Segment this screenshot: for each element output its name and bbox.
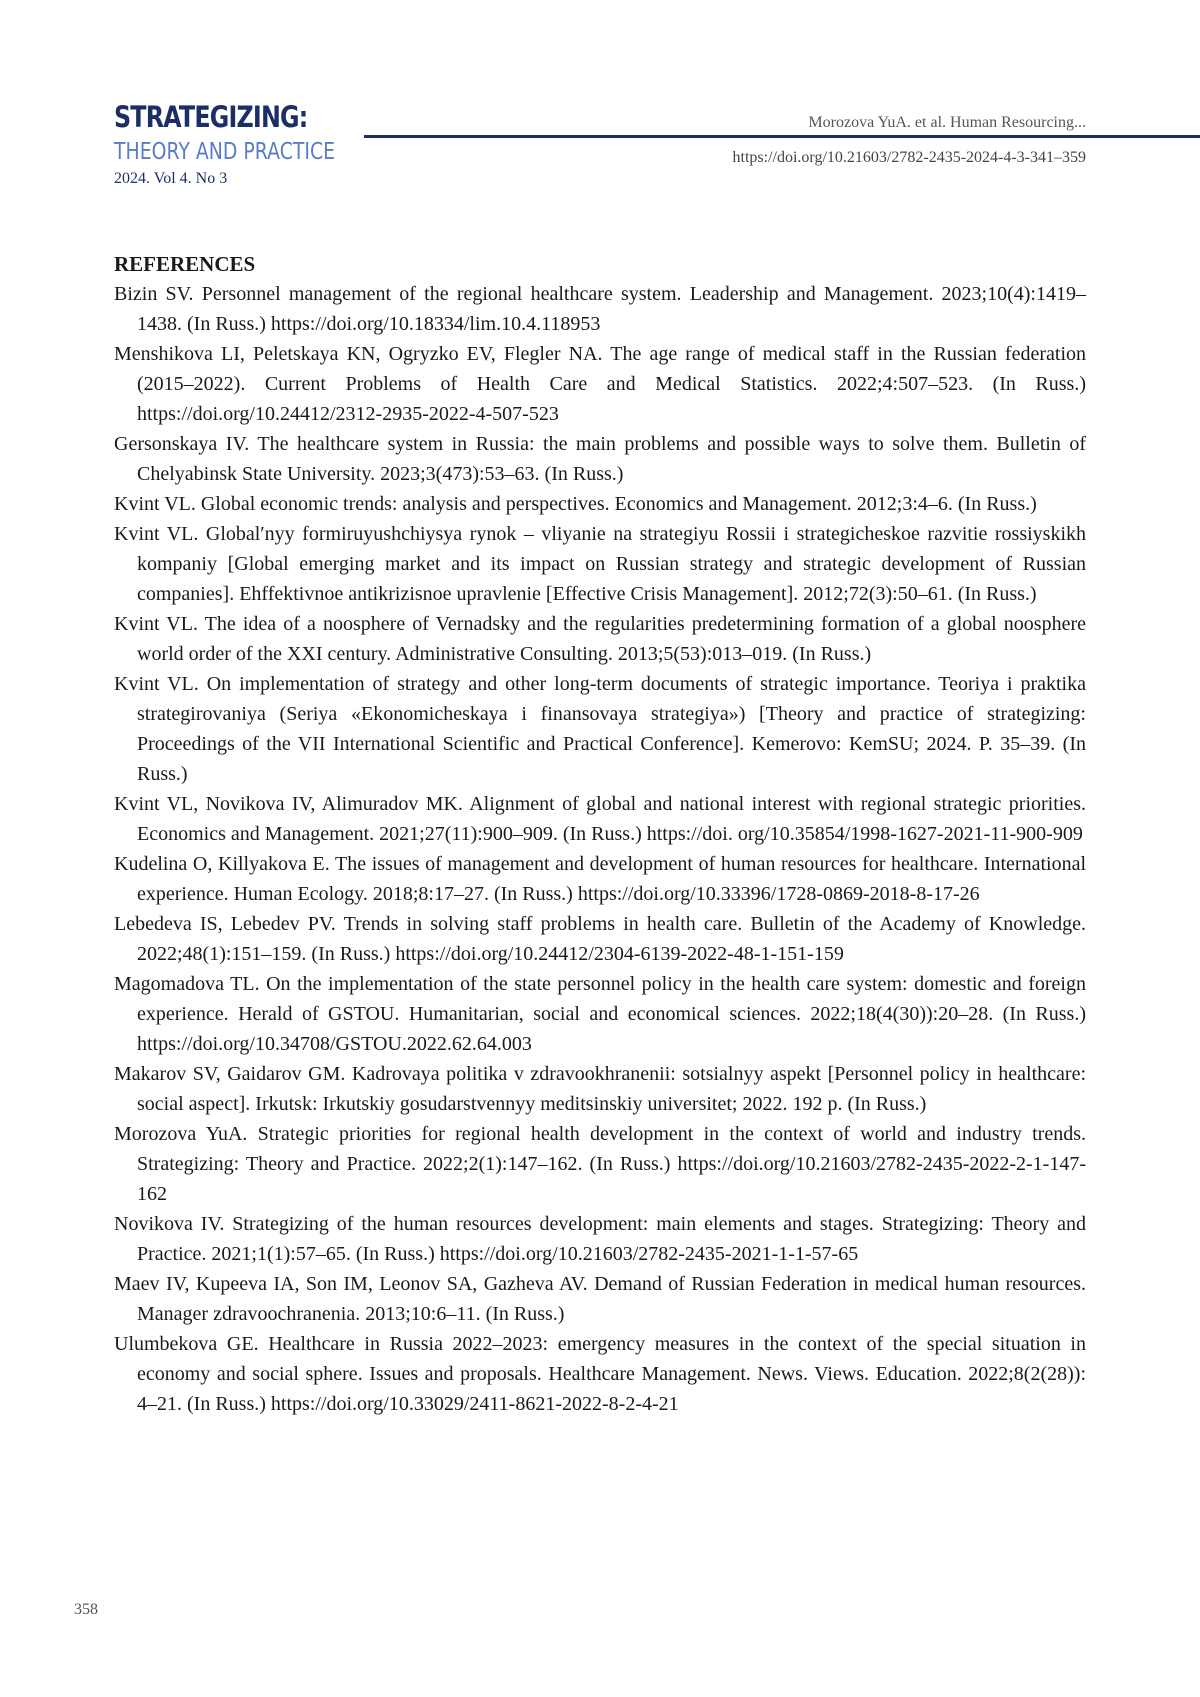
page-number: 358 [74, 1601, 98, 1618]
reference-item: Kvint VL. The idea of a noosphere of Vernadsky and the regularities predetermining formation of a global noosphere world order of the XXI century. Administrative Consulting. 2013;5(53):013–019. (In Russ.) [114, 613, 1086, 665]
reference-item: Kvint VL, Novikova IV, Alimuradov MK. Alignment of global and national interest with regional strategic priorities. Economics and Management. 2021;27(11):900–909. (In Russ.) https://doi. org/10.35854/1998-1627-2021-11-900-909 [114, 793, 1086, 845]
reference-item: Lebedeva IS, Lebedev PV. Trends in solving staff problems in health care. Bulletin of the Academy of Knowledge. 2022;48(1):151–159. (In Russ.) https://doi.org/10.24412/2304-6139-2022-48-1-151-159 [114, 913, 1086, 965]
reference-item: Kvint VL. Global′nyy formiruyushchiysya rynok – vliyanie na strategiyu Rossii i strategicheskoe razvitie rossiyskikh kompaniy [Global emerging market and its impact on Russian strategy and strategic development of Russian companies]. Ehffektivnoe antikrizisnoe upravlenie [Effective Crisis Management]. 2012;72(3):50–61. (In Russ.) [114, 523, 1086, 605]
journal-logo [114, 100, 384, 188]
reference-item: Morozova YuA. Strategic priorities for regional health development in the context of world and industry trends. Strategizing: Theory and Practice. 2022;2(1):147–162. (In Russ.) https://doi.org/10.21603/2782-2435-2022-2-1-147-162 [114, 1123, 1086, 1205]
reference-item: Menshikova LI, Peletskaya KN, Ogryzko EV, Flegler NA. The age range of medical staff in the Russian federation (2015–2022). Current Problems of Health Care and Medical Statistics. 2022;4:507–523. (In Russ.) https://doi.org/10.24412/2312-2935-2022-4-507-523 [114, 343, 1086, 425]
reference-item: Ulumbekova GE. Healthcare in Russia 2022–2023: emergency measures in the context of the special situation in economy and social sphere. Issues and proposals. Healthcare Management. News. Views. Education. 2022;8(2(28)): 4–21. (In Russ.) https://doi.org/10.33029/2411-8621-2022-8-2-4-21 [114, 1333, 1086, 1415]
reference-item: Bizin SV. Personnel management of the regional healthcare system. Leadership and Management. 2023;10(4):1419–1438. (In Russ.) https://doi.org/10.18334/lim.10.4.118953 [114, 283, 1086, 335]
reference-item: Kvint VL. On implementation of strategy and other long-term documents of strategic importance. Teoriya i praktika strategirovaniya (Seriya «Ekonomicheskaya i finansovaya strategiya») [Theory and practice of strategizing: Proceedings of the VII International Scientific and Practical Conference]. Kemerovo: KemSU; 2024. P. 35–39. (In Russ.) [114, 673, 1086, 785]
journal-subtitle: THEORY AND PRACTICE [114, 139, 336, 165]
article-doi-link[interactable]: https://doi.org/10.21603/2782-2435-2024-4-3-341–359 [732, 149, 1086, 166]
reference-item: Maev IV, Kupeeva IA, Son IM, Leonov SA, Gazheva AV. Demand of Russian Federation in medical human resources. Manager zdravoochranenia. 2013;10:6–11. (In Russ.) [114, 1273, 1086, 1325]
reference-item: Makarov SV, Gaidarov GM. Kadrovaya politika v zdravookhranenii: sotsialnyy aspekt [Personnel policy in healthcare: social aspect]. Irkutsk: Irkutskiy gosudarstvennyy meditsinskiy universitet; 2022. 192 p. (In Russ.) [114, 1063, 1086, 1115]
issue-info: 2024. Vol 4. No 3 [114, 170, 228, 187]
header-divider [364, 135, 1200, 138]
journal-title: STRATEGIZING: [114, 100, 308, 134]
references-heading: REFERENCES [114, 252, 256, 276]
references-section [114, 249, 1086, 1419]
reference-item: Kvint VL. Global economic trends: analysis and perspectives. Economics and Management. 2012;3:4–6. (In Russ.) [114, 493, 1037, 515]
reference-item: Gersonskaya IV. The healthcare system in Russia: the main problems and possible ways to solve them. Bulletin of Chelyabinsk State University. 2023;3(473):53–63. (In Russ.) [114, 433, 1086, 485]
running-title: Morozova YuA. et al. Human Resourcing... [808, 114, 1086, 131]
reference-item: Magomadova TL. On the implementation of the state personnel policy in the health care system: domestic and foreign experience. Herald of GSTOU. Humanitarian, social and economical sciences. 2022;18(4(30)):20–28. (In Russ.) https://doi.org/10.34708/GSTOU.2022.62.64.003 [114, 973, 1086, 1055]
reference-list [114, 279, 1086, 1419]
reference-item: Novikova IV. Strategizing of the human resources development: main elements and stages. Strategizing: Theory and Practice. 2021;1(1):57–65. (In Russ.) https://doi.org/10.21603/2782-2435-2021-1-1-57-65 [114, 1213, 1086, 1265]
reference-item: Kudelina O, Killyakova E. The issues of management and development of human resources for healthcare. International experience. Human Ecology. 2018;8:17–27. (In Russ.) https://doi.org/10.33396/1728-0869-2018-8-17-26 [114, 853, 1086, 905]
